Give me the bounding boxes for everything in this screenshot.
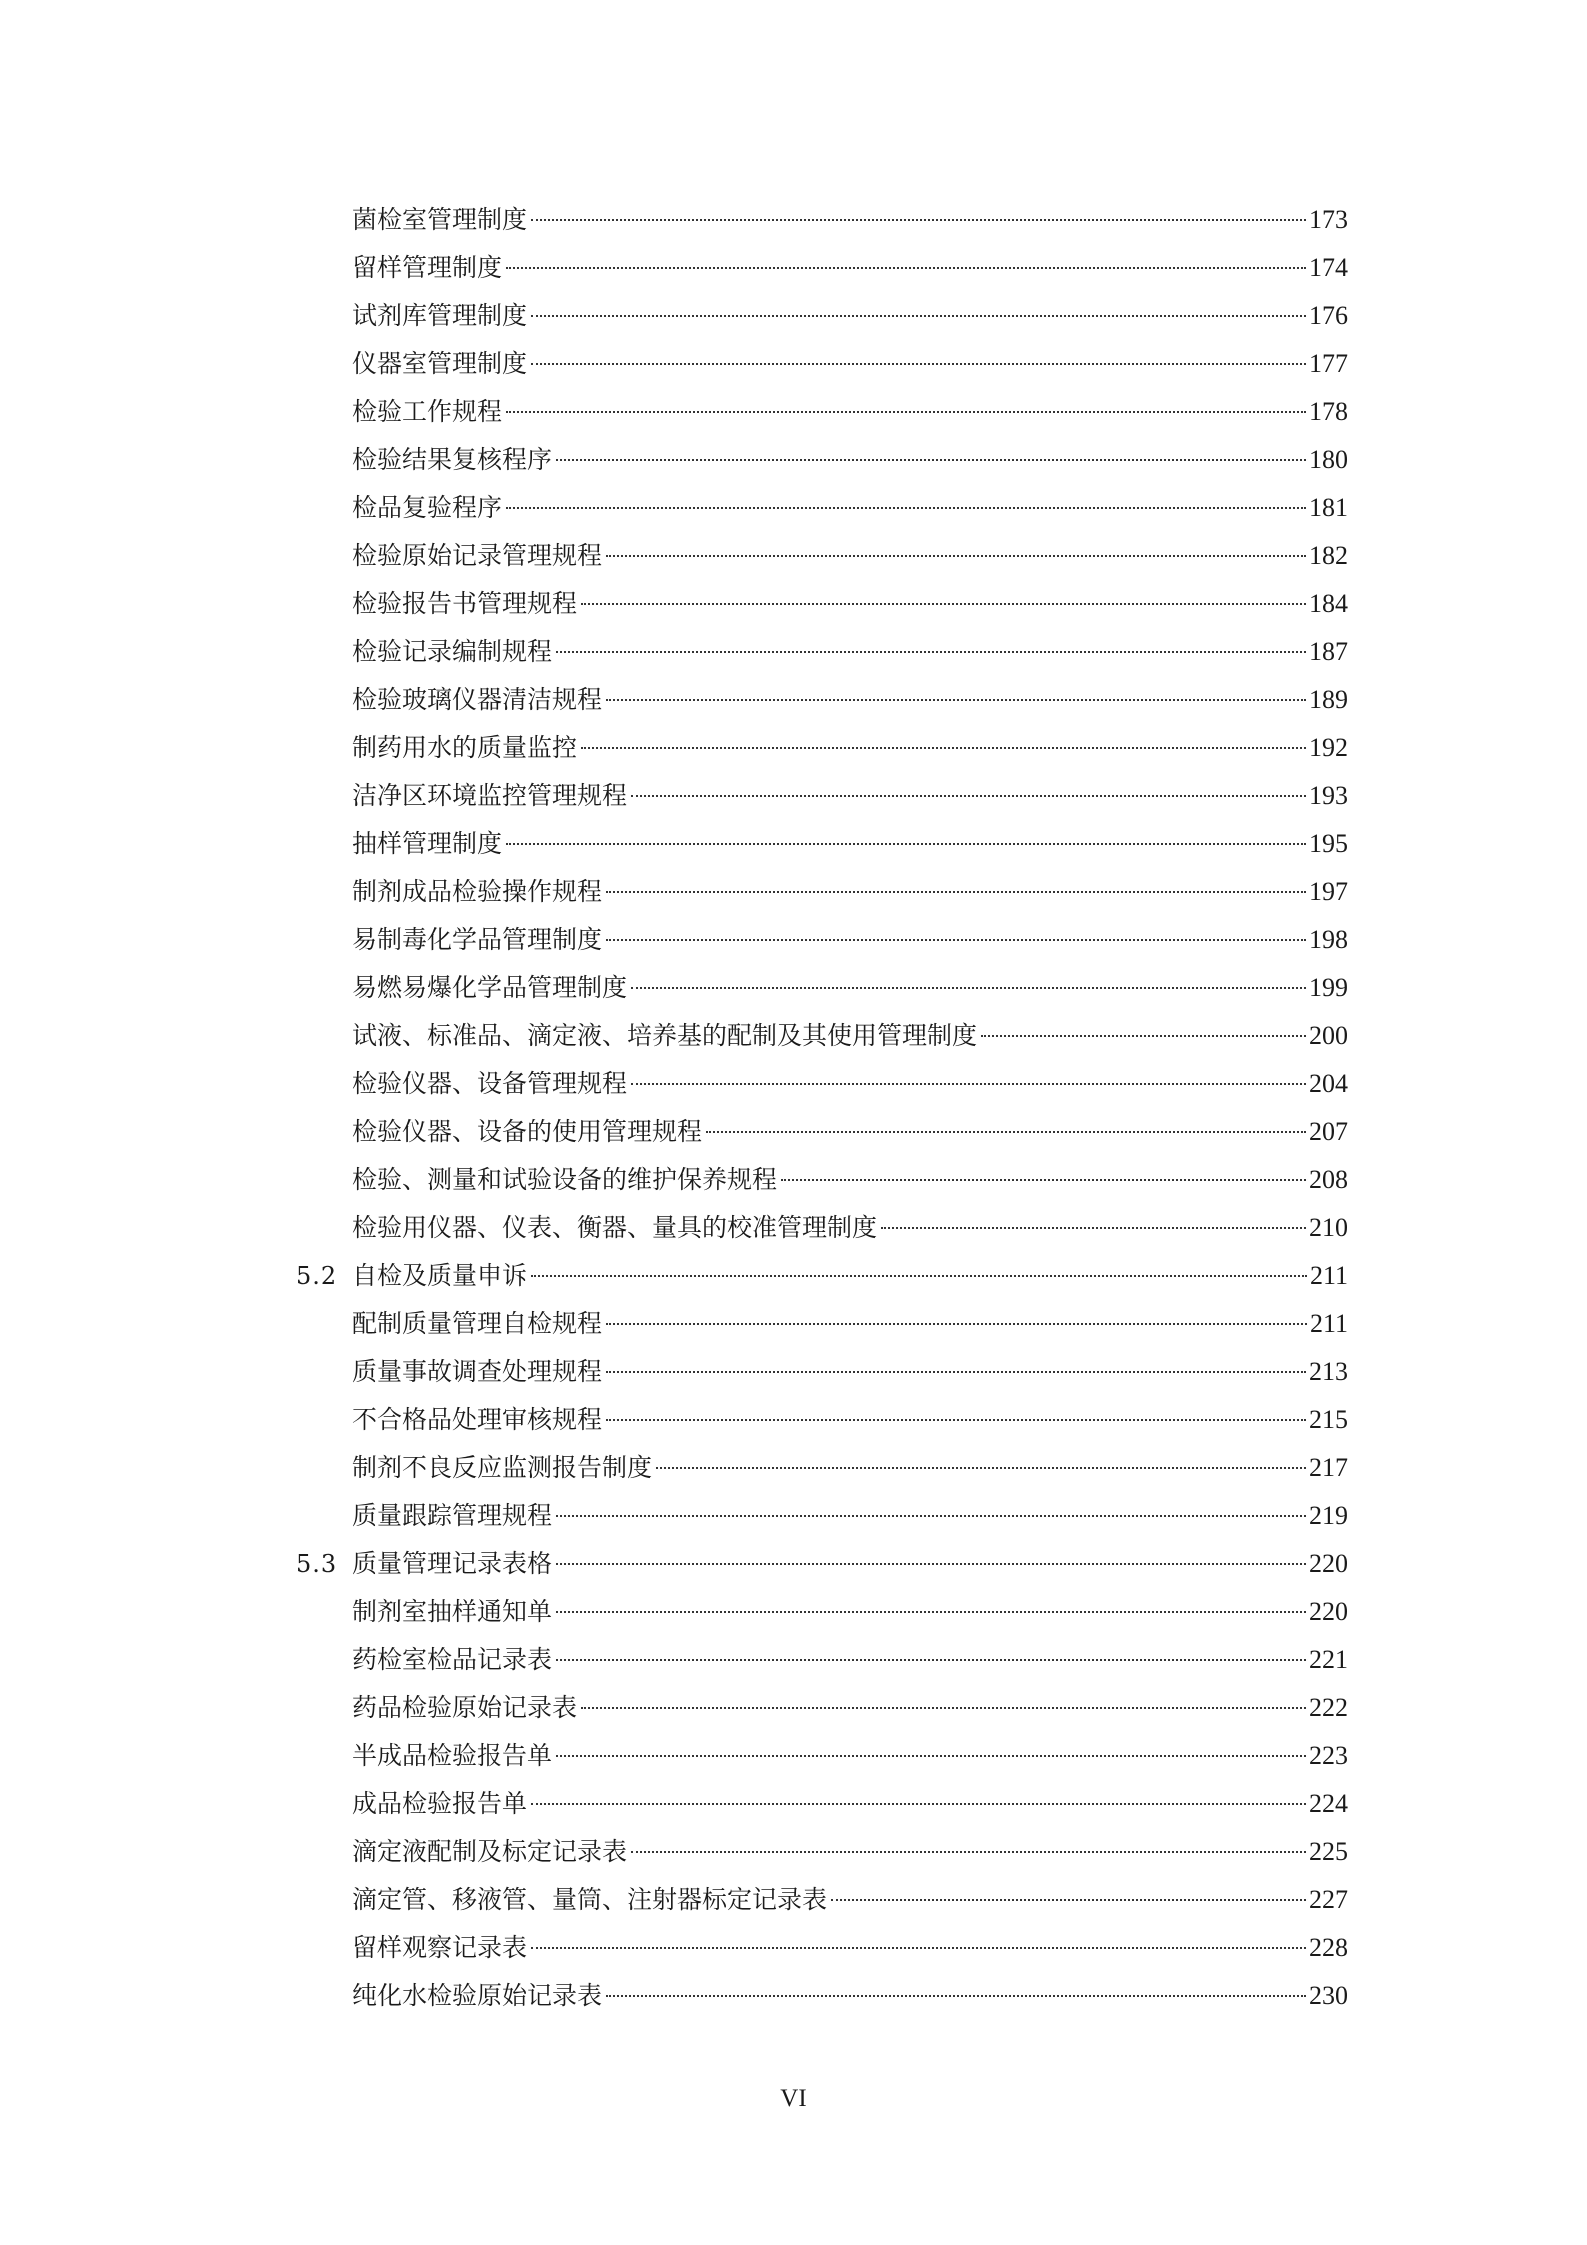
toc-dot-leader: [531, 1803, 1306, 1805]
toc-page-number: 215: [1309, 1405, 1348, 1434]
toc-entry-title: 试剂库管理制度: [352, 301, 528, 330]
toc-page-number: 180: [1309, 445, 1348, 474]
toc-entry-title: 制剂不良反应监测报告制度: [352, 1453, 653, 1482]
toc-dot-leader: [781, 1179, 1306, 1181]
toc-entry-title: 试液、标准品、滴定液、培养基的配制及其使用管理制度: [352, 1021, 978, 1050]
toc-row[interactable]: [352, 1636, 1348, 1684]
toc-page-number: 224: [1309, 1789, 1348, 1818]
toc-row[interactable]: [352, 1444, 1348, 1492]
toc-row[interactable]: [352, 1828, 1348, 1876]
toc-dot-leader: [506, 843, 1306, 845]
toc-row[interactable]: [352, 1204, 1348, 1252]
toc-entry-title: 质量事故调查处理规程: [352, 1357, 603, 1386]
toc-row[interactable]: [352, 628, 1348, 676]
toc-row[interactable]: [352, 676, 1348, 724]
toc-entry-title: 留样观察记录表: [352, 1933, 528, 1962]
toc-entry-title: 检验仪器、设备的使用管理规程: [352, 1117, 703, 1146]
toc-page-number: 217: [1309, 1453, 1348, 1482]
toc-page-number: 187: [1309, 637, 1348, 666]
toc-dot-leader: [631, 1851, 1306, 1853]
toc-dot-leader: [881, 1227, 1306, 1229]
toc-dot-leader: [631, 987, 1306, 989]
toc-dot-leader: [581, 747, 1306, 749]
toc-dot-leader: [831, 1899, 1306, 1901]
toc-page-number: 220: [1309, 1549, 1348, 1578]
toc-page-number: 192: [1309, 733, 1348, 762]
toc-page-number: 228: [1309, 1933, 1348, 1962]
table-of-contents: [0, 196, 1587, 2020]
toc-row[interactable]: [352, 484, 1348, 532]
toc-entry-title: 检验、测量和试验设备的维护保养规程: [352, 1165, 778, 1194]
toc-page-number: 189: [1309, 685, 1348, 714]
toc-entry-title: 质量管理记录表格: [352, 1549, 553, 1578]
toc-dot-leader: [606, 891, 1306, 893]
toc-entry-title: 仪器室管理制度: [352, 349, 528, 378]
toc-page-number: 227: [1309, 1885, 1348, 1914]
toc-entry-title: 易燃易爆化学品管理制度: [352, 973, 628, 1002]
toc-row[interactable]: [352, 1780, 1348, 1828]
toc-entry-title: 检验结果复核程序: [352, 445, 553, 474]
toc-entry-title: 检验报告书管理规程: [352, 589, 578, 618]
toc-page-number: 200: [1309, 1021, 1348, 1050]
toc-entry-title: 检验记录编制规程: [352, 637, 553, 666]
toc-entry-title: 易制毒化学品管理制度: [352, 925, 603, 954]
toc-page-number: 213: [1309, 1357, 1348, 1386]
toc-entry-title: 不合格品处理审核规程: [352, 1405, 603, 1434]
toc-page-number: 222: [1309, 1693, 1348, 1722]
toc-row[interactable]: [352, 1108, 1348, 1156]
toc-row[interactable]: [352, 1492, 1348, 1540]
toc-page-number: 223: [1309, 1741, 1348, 1770]
toc-dot-leader: [706, 1131, 1306, 1133]
toc-row[interactable]: [352, 1924, 1348, 1972]
toc-dot-leader: [556, 459, 1306, 461]
toc-dot-leader: [531, 219, 1306, 221]
toc-row[interactable]: [352, 772, 1348, 820]
toc-row[interactable]: [352, 916, 1348, 964]
toc-dot-leader: [531, 1275, 1307, 1277]
toc-entry-title: 配制质量管理自检规程: [352, 1309, 603, 1338]
toc-dot-leader: [581, 1707, 1306, 1709]
toc-dot-leader: [606, 699, 1306, 701]
toc-page-number: 210: [1309, 1213, 1348, 1242]
toc-entry-title: 滴定液配制及标定记录表: [352, 1837, 628, 1866]
toc-page-number: 199: [1309, 973, 1348, 1002]
toc-entry-title: 检验玻璃仪器清洁规程: [352, 685, 603, 714]
toc-entry-title: 药检室检品记录表: [352, 1645, 553, 1674]
toc-row[interactable]: [352, 532, 1348, 580]
toc-page-number: 207: [1309, 1117, 1348, 1146]
toc-dot-leader: [556, 1755, 1306, 1757]
toc-dot-leader: [531, 1947, 1306, 1949]
toc-page-number: 204: [1309, 1069, 1348, 1098]
toc-entry-title: 药品检验原始记录表: [352, 1693, 578, 1722]
toc-page-number: 225: [1309, 1837, 1348, 1866]
toc-dot-leader: [981, 1035, 1306, 1037]
toc-row[interactable]: [352, 244, 1348, 292]
toc-entry-title: 质量跟踪管理规程: [352, 1501, 553, 1530]
toc-entry-title: 制剂室抽样通知单: [352, 1597, 553, 1626]
toc-row[interactable]: [352, 1012, 1348, 1060]
toc-dot-leader: [606, 1419, 1306, 1421]
toc-dot-leader: [531, 363, 1306, 365]
toc-row[interactable]: [352, 388, 1348, 436]
toc-row[interactable]: [352, 436, 1348, 484]
toc-entry-title: 检验仪器、设备管理规程: [352, 1069, 628, 1098]
toc-dot-leader: [606, 1995, 1306, 1997]
toc-entry-title: 抽样管理制度: [352, 829, 503, 858]
toc-section-number: 5.3: [296, 1550, 338, 1578]
toc-row[interactable]: [352, 820, 1348, 868]
toc-page-number: 173: [1309, 205, 1348, 234]
toc-entry-title: 制药用水的质量监控: [352, 733, 578, 762]
toc-entry-title: 滴定管、移液管、量筒、注射器标定记录表: [352, 1885, 828, 1914]
toc-dot-leader: [606, 1371, 1306, 1373]
toc-row[interactable]: [352, 1684, 1348, 1732]
toc-page-number: 219: [1309, 1501, 1348, 1530]
toc-page-number: 181: [1309, 493, 1348, 522]
toc-page-number: 178: [1309, 397, 1348, 426]
toc-row[interactable]: [352, 868, 1348, 916]
toc-row[interactable]: [352, 1156, 1348, 1204]
toc-row[interactable]: [352, 1060, 1348, 1108]
toc-dot-leader: [606, 555, 1306, 557]
toc-page-number: 182: [1309, 541, 1348, 570]
toc-row[interactable]: [352, 580, 1348, 628]
toc-page-number: 174: [1309, 253, 1348, 282]
toc-dot-leader: [606, 939, 1306, 941]
toc-row[interactable]: [352, 1972, 1348, 2020]
toc-section-row[interactable]: [296, 1252, 1348, 1300]
toc-entry-title: 半成品检验报告单: [352, 1741, 553, 1770]
toc-page-number: 198: [1309, 925, 1348, 954]
toc-section-row[interactable]: [296, 1540, 1348, 1588]
toc-entry-title: 纯化水检验原始记录表: [352, 1981, 603, 2010]
toc-entry-title: 检验原始记录管理规程: [352, 541, 603, 570]
toc-entry-title: 检验工作规程: [352, 397, 503, 426]
toc-row[interactable]: [352, 964, 1348, 1012]
toc-row[interactable]: [352, 292, 1348, 340]
toc-row[interactable]: [352, 1300, 1348, 1348]
toc-dot-leader: [556, 1611, 1306, 1613]
toc-row[interactable]: [352, 196, 1348, 244]
toc-page-number: 230: [1309, 1981, 1348, 2010]
toc-entry-title: 检品复验程序: [352, 493, 503, 522]
toc-page-number: 221: [1309, 1645, 1348, 1674]
toc-entry-title: 洁净区环境监控管理规程: [352, 781, 628, 810]
page-number: VI: [780, 2085, 807, 2112]
toc-row[interactable]: [352, 1732, 1348, 1780]
toc-dot-leader: [556, 1563, 1306, 1565]
toc-entry-title: 检验用仪器、仪表、衡器、量具的校准管理制度: [352, 1213, 878, 1242]
toc-entry-title: 留样管理制度: [352, 253, 503, 282]
toc-entry-title: 制剂成品检验操作规程: [352, 877, 603, 906]
toc-page-number: 177: [1309, 349, 1348, 378]
toc-page-number: 220: [1309, 1597, 1348, 1626]
toc-dot-leader: [556, 651, 1306, 653]
toc-page-number: 176: [1309, 301, 1348, 330]
toc-dot-leader: [606, 1323, 1307, 1325]
toc-section-number: 5.2: [296, 1262, 338, 1290]
toc-row[interactable]: [352, 1396, 1348, 1444]
toc-dot-leader: [506, 267, 1306, 269]
toc-dot-leader: [556, 1659, 1306, 1661]
toc-dot-leader: [506, 411, 1306, 413]
toc-row[interactable]: [352, 1876, 1348, 1924]
toc-dot-leader: [631, 1083, 1306, 1085]
toc-page-number: 184: [1309, 589, 1348, 618]
toc-entry-title: 自检及质量申诉: [352, 1261, 528, 1290]
toc-entry-title: 菌检室管理制度: [352, 205, 528, 234]
toc-entry-title: 成品检验报告单: [352, 1789, 528, 1818]
toc-dot-leader: [631, 795, 1306, 797]
toc-row[interactable]: [352, 724, 1348, 772]
toc-list: [0, 196, 1587, 2020]
toc-page-number: 197: [1309, 877, 1348, 906]
toc-dot-leader: [581, 603, 1306, 605]
toc-dot-leader: [656, 1467, 1306, 1469]
toc-row[interactable]: [352, 1348, 1348, 1396]
toc-dot-leader: [531, 315, 1306, 317]
toc-page-number: 211: [1309, 1309, 1348, 1338]
toc-page-number: 208: [1309, 1165, 1348, 1194]
toc-page-number: 195: [1309, 829, 1348, 858]
toc-row[interactable]: [352, 340, 1348, 388]
toc-page-number: 193: [1309, 781, 1348, 810]
toc-page-number: 211: [1309, 1261, 1348, 1290]
toc-row[interactable]: [352, 1588, 1348, 1636]
toc-dot-leader: [556, 1515, 1306, 1517]
toc-dot-leader: [506, 507, 1306, 509]
